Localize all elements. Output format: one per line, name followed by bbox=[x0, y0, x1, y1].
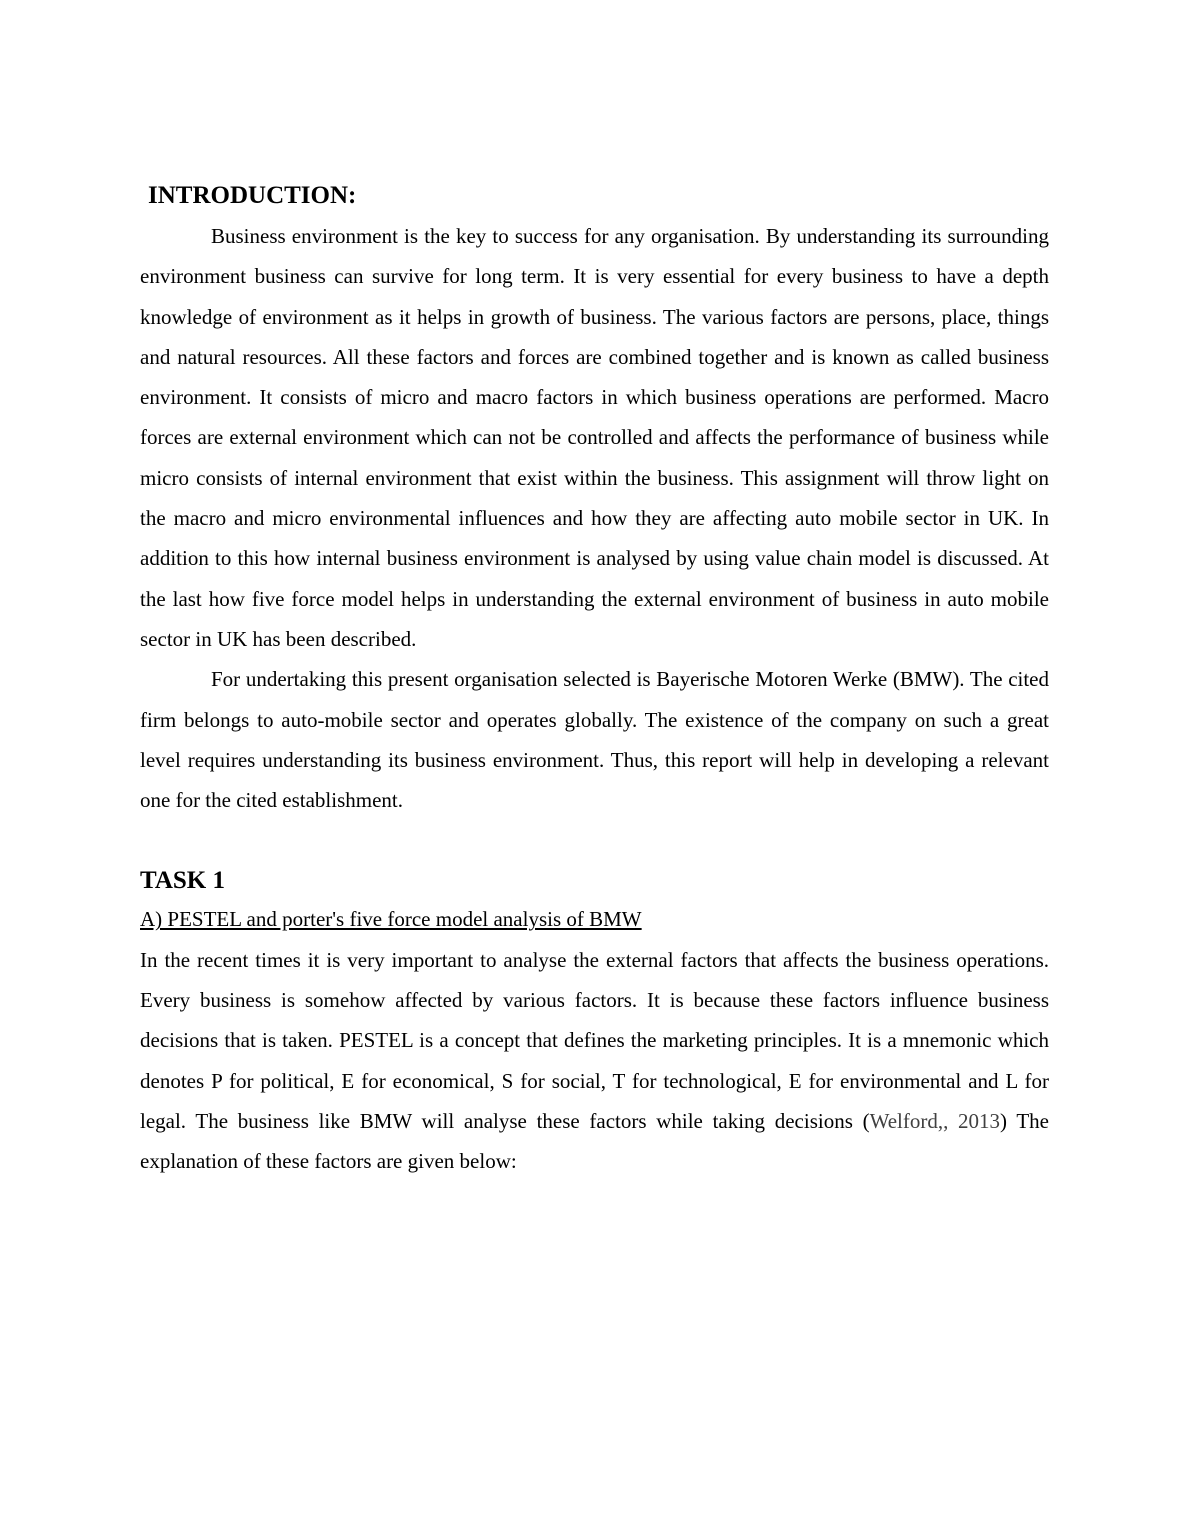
introduction-heading: INTRODUCTION: bbox=[148, 182, 357, 209]
task-1-paragraph bbox=[140, 940, 1049, 1182]
task-1-paragraph-text: In the recent times it is very important to analyse the external factors that affects the business operations. Every business is somehow affected by various factors. It is because these factors influence business decisions that is taken. PESTEL is a concept that defines the marketing principles. It is a mnemonic which denotes P for political, E for economical, S for social, T for technological, E for environmental and L for legal. The business like BMW will analyse these factors while taking decisions ( bbox=[140, 947, 1049, 1133]
introduction-paragraph-1: Business environment is the key to success for any organisation. By understanding its surrounding environment business can survive for long term. It is very essential for every business to have a depth knowledge of environment as it helps in growth of business. The various factors are persons, place, things and natural resources. All these factors and forces are combined together and is known as called business environment. It consists of micro and macro factors in which business operations are performed. Macro forces are external environment which can not be controlled and affects the performance of business while micro consists of internal environment that exist within the business. This assignment will throw light on the macro and micro environmental influences and how they are affecting auto mobile sector in UK. In addition to this how internal business environment is analysed by using value chain model is discussed. At the last how five force model helps in understanding the external environment of business in auto mobile sector in UK has been described. bbox=[140, 224, 1049, 651]
citation: Welford,, 2013 bbox=[869, 1108, 1001, 1133]
introduction-paragraph-2: For undertaking this present organisation selected is Bayerische Motoren Werke (BMW). The cited firm belongs to auto-mobile sector and operates globally. The existence of the company on such a great level requires understanding its business environment. Thus, this report will help in developing a relevant one for the cited establishment. bbox=[140, 667, 1049, 813]
task-1-paragraph-ending: ) The explanation of these factors are given below: bbox=[140, 1108, 1049, 1174]
page-content bbox=[140, 178, 1049, 1182]
task-1-heading: TASK 1 bbox=[140, 867, 225, 895]
task-1-subheading: A) PESTEL and porter's five force model analysis of BMW bbox=[140, 907, 642, 932]
